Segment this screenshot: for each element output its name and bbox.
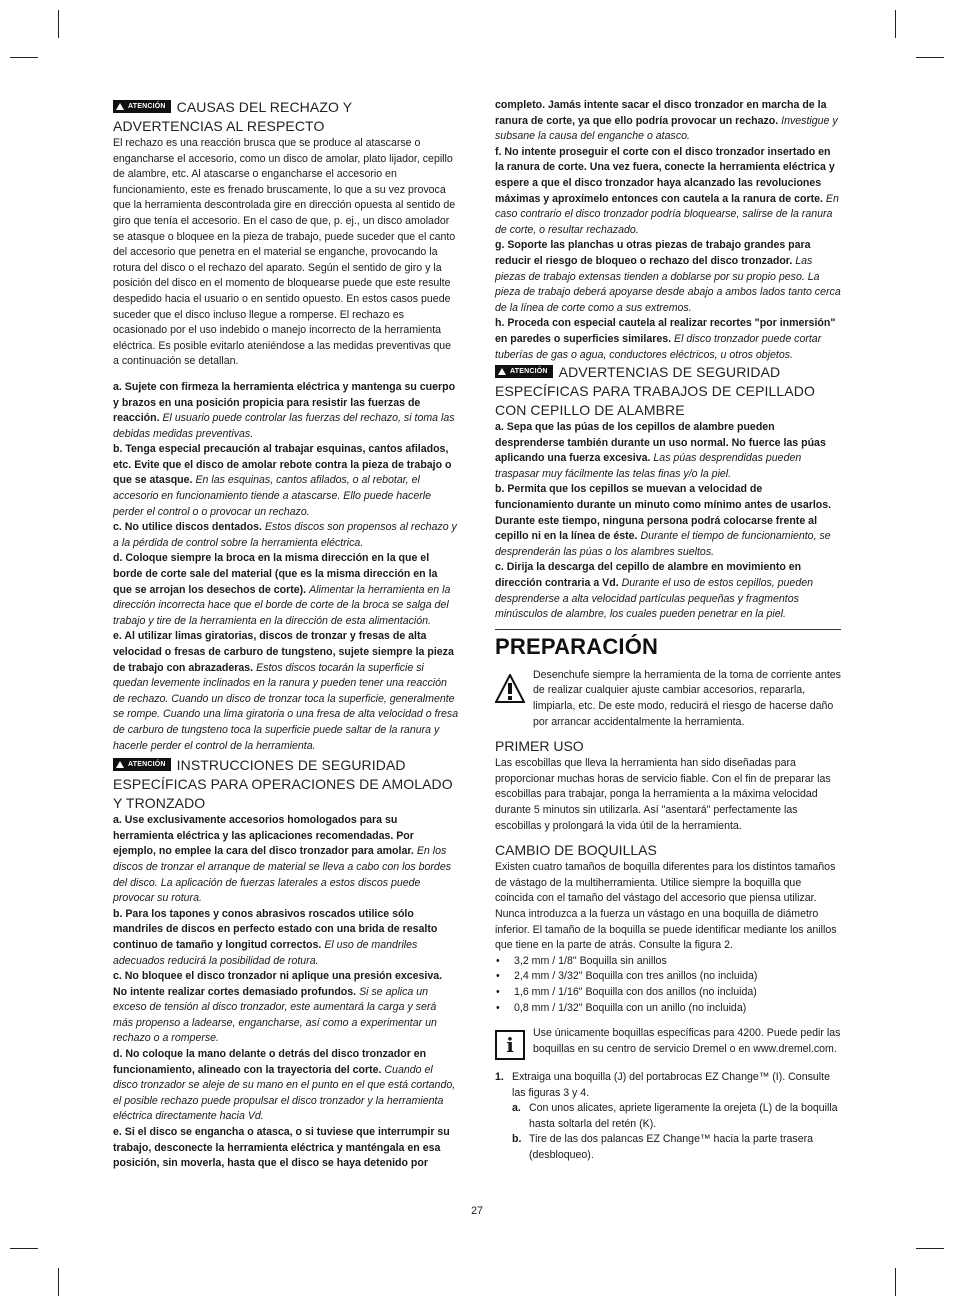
atencion-badge: ATENCIÓN (113, 758, 171, 771)
list-item: • 0,8 mm / 1/32" Boquilla con un anillo (no incluida) (496, 1001, 747, 1014)
crop-mark (895, 1268, 896, 1296)
safety-item: d. No coloque la mano delante o detrás del disco tronzador en funcionamiento, alineado con la trayectoria del corte. Cuando el disco tronzador se aleje de su mano en el punto en el que está cortando, el posible rechazo puede propulsar el disco tronzador y la herramienta eléctrica directamente hacia Vd. (113, 1048, 456, 1123)
step-item: 1. Extraiga una boquilla (J) del portabrocas EZ Change™ (I). Consulte las figuras 3 y 4. (495, 1071, 830, 1099)
safety-item: c. Dirija la descarga del cepillo de alambre en movimiento en dirección contraria a Vd. Durante el uso de estos cepillos, pueden desprenderse a alta velocidad partículas pequeñas y fragmentos minúsculos de alambre, los cuales pueden penetrar en la piel. (495, 561, 813, 621)
tronzado-items (495, 145, 841, 363)
safety-item: g. Soporte las planchas u otras piezas de trabajo grandes para reducir el riesgo de bloqueo o rechazo del disco tronzador. Las piezas de trabajo extensas tienden a doblarse por su propio peso. La pieza de trabajo deberá apoyarse desde abajo a ambos lados tanto cerca de la línea de corte como a sus extremos. (495, 239, 841, 314)
continued-item: completo. Jamás intente sacar el disco tronzador en marcha de la ranura de corte, ya que ello podría provocar un rechazo. Investigue y subsane la causa del enganche o atasco. (495, 99, 838, 143)
substep-item: a. Con unos alicates, apriete ligeramente la orejeta (L) de la boquilla hasta soltarla del retén (K). (512, 1102, 838, 1130)
crop-mark (916, 1248, 944, 1249)
safety-item: h. Proceda con especial cautela al realizar recortes "por inmersión" en paredes o superficies similares. El disco tronzador puede cortar tuberías de gas o agua, conductores eléctricos, u otros objetos. (495, 317, 836, 361)
page-title: PREPARACIÓN (495, 633, 659, 659)
warning-triangle-icon (498, 368, 506, 375)
safety-item: a. Use exclusivamente accesorios homologados para su herramienta eléctrica y las aplicaciones recomendadas. Por ejemplo, no emplee la cara del disco tronzador para amolar. En los discos de tronzar el arranque de material se lleva a cabo con los bordes del disco. La aplicación de fuerzas laterales a estos discos puede provocar su rotura. (113, 814, 452, 905)
warning-triangle-icon (116, 103, 124, 110)
crop-mark (58, 10, 59, 38)
crop-mark (58, 1268, 59, 1296)
safety-item: c. No utilice discos dentados. Estos discos son propensos al rechazo y a la pérdida de control sobre la herramienta eléctrica. (113, 521, 457, 549)
info-box (495, 1026, 841, 1060)
crop-mark (10, 57, 38, 58)
warning-box (495, 668, 841, 730)
primer-uso-heading: PRIMER USO (495, 738, 584, 755)
atencion-badge: ATENCIÓN (113, 100, 171, 113)
substeps-list (512, 1101, 841, 1163)
list-item: • 3,2 mm / 1/8" Boquilla sin anillos (496, 954, 667, 967)
list-item: • 2,4 mm / 3/32" Boquilla con tres anillos (no incluida) (496, 970, 758, 983)
safety-item: a. Sujete con firmeza la herramienta eléctrica y mantenga su cuerpo y brazos en una posición propicia para resistir las fuerzas de reacción. El usuario puede controlar las fuerzas del rechazo, si toma las debidas medidas preventivas. (113, 380, 456, 440)
divider (495, 629, 841, 630)
safety-item: e. Al utilizar limas giratorias, discos de tronzar y fresas de alta velocidad o fresas de carburo de tungsteno, sujete siempre la pieza de trabajo con abrazaderas. Estos discos tocarán la superficie si quedan levemente inclinados en la ranura y pueden tener una reacción de rechazo. Cuando un disco de tronzar toca la superficie, generalmente se rompe. Cuando una lima giratoria o una fresa de alta velocidad o fresa de carburo de tungsteno toca la superficie puede saltar de la ranura y hacerle perder el control de la herramienta. (113, 630, 459, 752)
list-item: • 1,6 mm / 1/16" Boquilla con dos anillos (no incluida) (496, 985, 757, 998)
cambio-boquillas-heading: CAMBIO DE BOQUILLAS (495, 842, 657, 859)
safety-item: b. Tenga especial precaución al trabajar esquinas, cantos afilados, etc. Evite que el disco de amolar rebote contra la pieza de trabajo o que se atasque. En las esquinas, cantos afilados, o al rebotar, el accesorio en funcionamiento tiende a atascarse. Ello puede hacerle perder el control o o provocar un rechazo. (113, 443, 452, 518)
left-column (113, 98, 459, 1172)
right-column (495, 98, 841, 1164)
cepillado-items (495, 420, 841, 623)
warning-triangle-icon (116, 761, 124, 768)
safety-item: d. Coloque siempre la broca en la misma dirección en la que el borde de corte sale del material (que es la misma dirección en la que se arrojan los desechos de corte). Alimentar la herramienta en la dirección incorrecta hace que el borde de corte de la broca se salga del trabajo y tire de la herramienta en la dirección de esta alimentación. (113, 552, 451, 627)
safety-item: f. No intente proseguir el corte con el disco tronzador insertado en la ranura de corte. Una vez fuera, conecte la herramienta eléctrica y espere a que el disco tronzador haya alcanzado las revoluciones máximas y aproxímelo entonces con cautela a la ranura de corte. En caso contrario el disco tronzador podría bloquearse, salirse de la ranura de corte, o resultar rechazado. (495, 145, 839, 236)
crop-mark (895, 10, 896, 38)
warning-text: Desenchufe siempre la herramienta de la toma de corriente antes de realizar cualquier ajuste cambiar accesorios, repararla, limpiarla, etc. De este modo, reducirá el riesgo de hacerse daño por arrancar accidentalmente la herramienta. (533, 668, 841, 728)
cambio-boquillas-text: Existen cuatro tamaños de boquilla diferentes para los distintos tamaños de vástago de la multiherramienta. Utilice siempre la boquilla que coincida con el tamaño del vástago del accesorio que piensa utilizar. Nunca introduzca a la fuerza un vástago en una boquilla de diámetro inferior. El tamaño de la boquilla se puede identificar mediante los anillos que tiene en la parte de atrás. Consulte la figura 2. (495, 861, 837, 952)
section-heading-amolado: ATENCIÓN INSTRUCCIONES DE SEGURIDAD ESPECÍFICAS PARA OPERACIONES DE AMOLADO Y TRONZADO (113, 757, 453, 812)
collet-list (495, 954, 841, 1016)
crop-mark (10, 1248, 38, 1249)
section-heading-cepillado: ATENCIÓN ADVERTENCIAS DE SEGURIDAD ESPECÍFICAS PARA TRABAJOS DE CEPILLADO CON CEPILLO DE ALAMBRE (495, 364, 815, 419)
page-number: 27 (471, 1205, 483, 1217)
safety-item: c. No bloquee el disco tronzador ni aplique una presión excesiva. No intente realizar cortes demasiado profundos. Si se aplica un exceso de tensión al disco tronzador, este aumentará la carga y será más propenso a ladearse, engancharse, así como a experimentar un rechazo o a romperse. (113, 970, 443, 1045)
safety-item: b. Para los tapones y conos abrasivos roscados utilice sólo mandriles de discos en perfecto estado con una brida de resalto continuo de tamaño y longitud correctos. El uso de mandriles adecuados reducirá la posibilidad de rotura. (113, 907, 438, 967)
atencion-badge: ATENCIÓN (495, 365, 553, 378)
safety-item: e. Si el disco se engancha o atasca, o si tuviese que interrumpir su trabajo, desconecte la herramienta eléctrica y manténgala en esa posición, sin moverla, hasta que el disco se haya detenido por (113, 1126, 450, 1170)
rechazo-paragraph: El rechazo es una reacción brusca que se produce al atascarse o engancharse el accesorio, como un disco de amolar, plato lijador, cepillo de alambre, etc. Al atascarse o engancharse el accesorio en funcionamiento, este es frenado bruscamente, lo que a su vez provoca que la herramienta descontrolada gire en dirección opuesta al sentido de giro que tenía el accesorio. En el caso de que, p. ej., un disco amolador se atasque o bloquee en la pieza de trabajo, puede suceder que el canto del accesorio que penetra en el material se enganche, provocando la rotura del disco o el rechazo del aparato. Según el sentido de giro y la posición del disco en el momento de bloquearse puede que este resulte despedido hacia el usuario o en sentido opuesto. En estos casos puede suceder que el disco incluso llegue a romperse. El rechazo es ocasionado por el uso indebido o manejo incorrecto de la herramienta eléctrica. Es posible evitarlo ateniéndose a las medidas preventivas que a continuación se detallan. (113, 137, 456, 368)
substep-item: b. Tire de las dos palancas EZ Change™ hacia la parte trasera (desbloqueo). (512, 1133, 814, 1162)
section-heading-rechazo: ATENCIÓN CAUSAS DEL RECHAZO Y ADVERTENCIAS AL RESPECTO (113, 99, 352, 134)
crop-mark (916, 57, 944, 58)
amolado-items (113, 813, 459, 1172)
primer-uso-text: Las escobillas que lleva la herramienta han sido diseñadas para proporcionar muchas horas de servicio fiable. Con el fin de preparar las escobillas para trabajar, ponga la herramienta a la máxima velocidad durante 5 minutos sin utilizarla. Así "asentará" perfectamente las escobillas y prolongará la vida útil de la herramienta. (495, 757, 831, 832)
info-text: Use únicamente boquillas específicas para 4200. Puede pedir las boquillas en su centro de servicio Dremel o en www.dremel.com. (533, 1027, 841, 1055)
warning-icon (495, 674, 525, 704)
steps-list (495, 1070, 841, 1101)
safety-item: b. Permita que los cepillos se muevan a velocidad de funcionamiento durante un minuto como mínimo antes de usarlos. Durante este tiempo, ninguna persona podrá colocarse frente al cepillo ni en la línea de éste. Durante el tiempo de funcionamiento, se desprenderán las púas o los alambres sueltos. (495, 483, 832, 558)
rechazo-items (113, 380, 459, 754)
safety-item: a. Sepa que las púas de los cepillos de alambre pueden desprenderse también durante un uso normal. No fuerce las púas aplicando una fuerza excesiva. Las púas desprendidas pueden traspasar muy fácilmente las telas finas y/o la piel. (495, 421, 826, 480)
info-icon: i (495, 1030, 525, 1060)
